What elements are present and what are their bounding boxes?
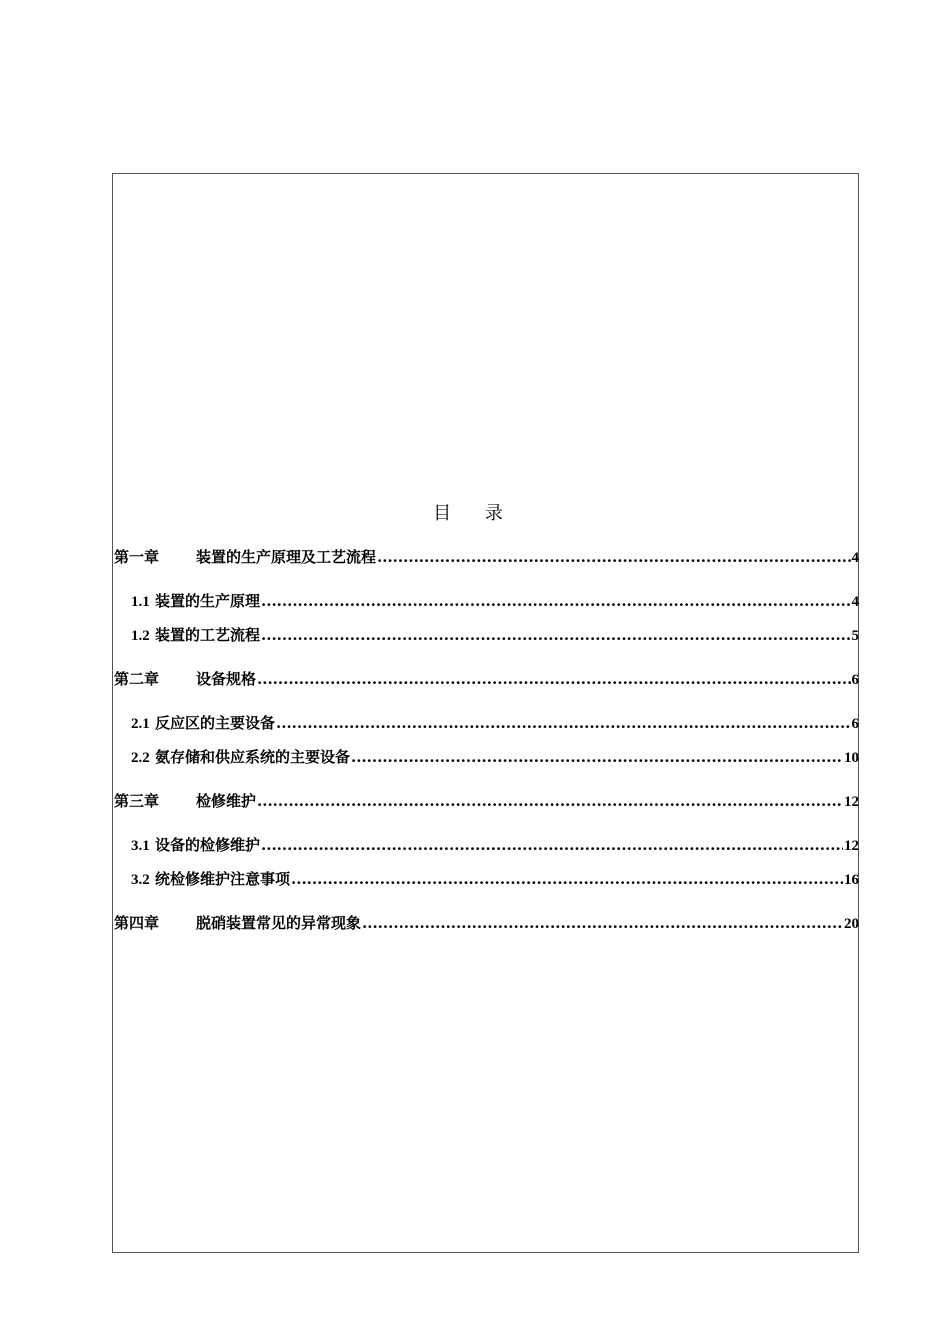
- dot-leader: [377, 548, 850, 566]
- section-number: 1.2: [131, 628, 150, 644]
- page-number: 4: [851, 594, 859, 610]
- page-number: 4: [851, 550, 859, 566]
- toc-entry-chapter-4[interactable]: [114, 912, 859, 933]
- entry-label: 装置的生产原理及工艺流程: [196, 548, 377, 566]
- entry-label: 装置的工艺流程: [154, 626, 260, 644]
- section-number: 3.2: [131, 872, 150, 888]
- chapter-number: 第三章: [114, 792, 160, 810]
- section-number: 2.2: [131, 750, 150, 766]
- page-number: 6: [851, 716, 859, 732]
- toc-title: 目 录: [433, 503, 517, 524]
- toc-entry-chapter-1[interactable]: [114, 546, 859, 567]
- toc-entry-3-2[interactable]: [131, 868, 859, 889]
- toc-entry-1-1[interactable]: [131, 590, 859, 611]
- toc-entry-chapter-3[interactable]: [114, 790, 859, 811]
- page-number: 20: [844, 916, 859, 932]
- toc-entry-3-1[interactable]: [131, 834, 859, 855]
- chapter-number: 第二章: [114, 670, 160, 688]
- dot-leader: [257, 792, 843, 810]
- page-number: 6: [851, 672, 859, 688]
- dot-leader: [351, 748, 843, 766]
- entry-label: 装置的生产原理: [154, 592, 260, 610]
- toc-entry-chapter-2[interactable]: [114, 668, 859, 689]
- dot-leader: [276, 714, 851, 732]
- entry-label: 氨存储和供应系统的主要设备: [154, 748, 350, 766]
- dot-leader: [257, 670, 850, 688]
- entry-label: 统检修维护注意事项: [154, 870, 290, 888]
- entry-label: 设备的检修维护: [154, 836, 260, 854]
- dot-leader: [291, 870, 843, 888]
- entry-label: 反应区的主要设备: [154, 714, 275, 732]
- page-number: 16: [844, 872, 859, 888]
- section-number: 1.1: [131, 594, 150, 610]
- entry-label: 检修维护: [196, 792, 257, 810]
- entry-label: 设备规格: [196, 670, 257, 688]
- toc-entry-1-2[interactable]: [131, 624, 859, 645]
- entry-label: 脱硝装置常见的异常现象: [196, 914, 362, 932]
- chapter-number: 第一章: [114, 548, 160, 566]
- page-number: 10: [844, 750, 859, 766]
- toc-entry-2-2[interactable]: [131, 746, 859, 767]
- toc-entry-2-1[interactable]: [131, 712, 859, 733]
- dot-leader: [362, 914, 843, 932]
- section-number: 2.1: [131, 716, 150, 732]
- section-number: 3.1: [131, 838, 150, 854]
- chapter-number: 第四章: [114, 914, 160, 932]
- page-number: 5: [851, 628, 859, 644]
- page-number: 12: [844, 838, 859, 854]
- page-number: 12: [844, 794, 859, 810]
- dot-leader: [261, 626, 851, 644]
- dot-leader: [261, 592, 851, 610]
- dot-leader: [261, 836, 843, 854]
